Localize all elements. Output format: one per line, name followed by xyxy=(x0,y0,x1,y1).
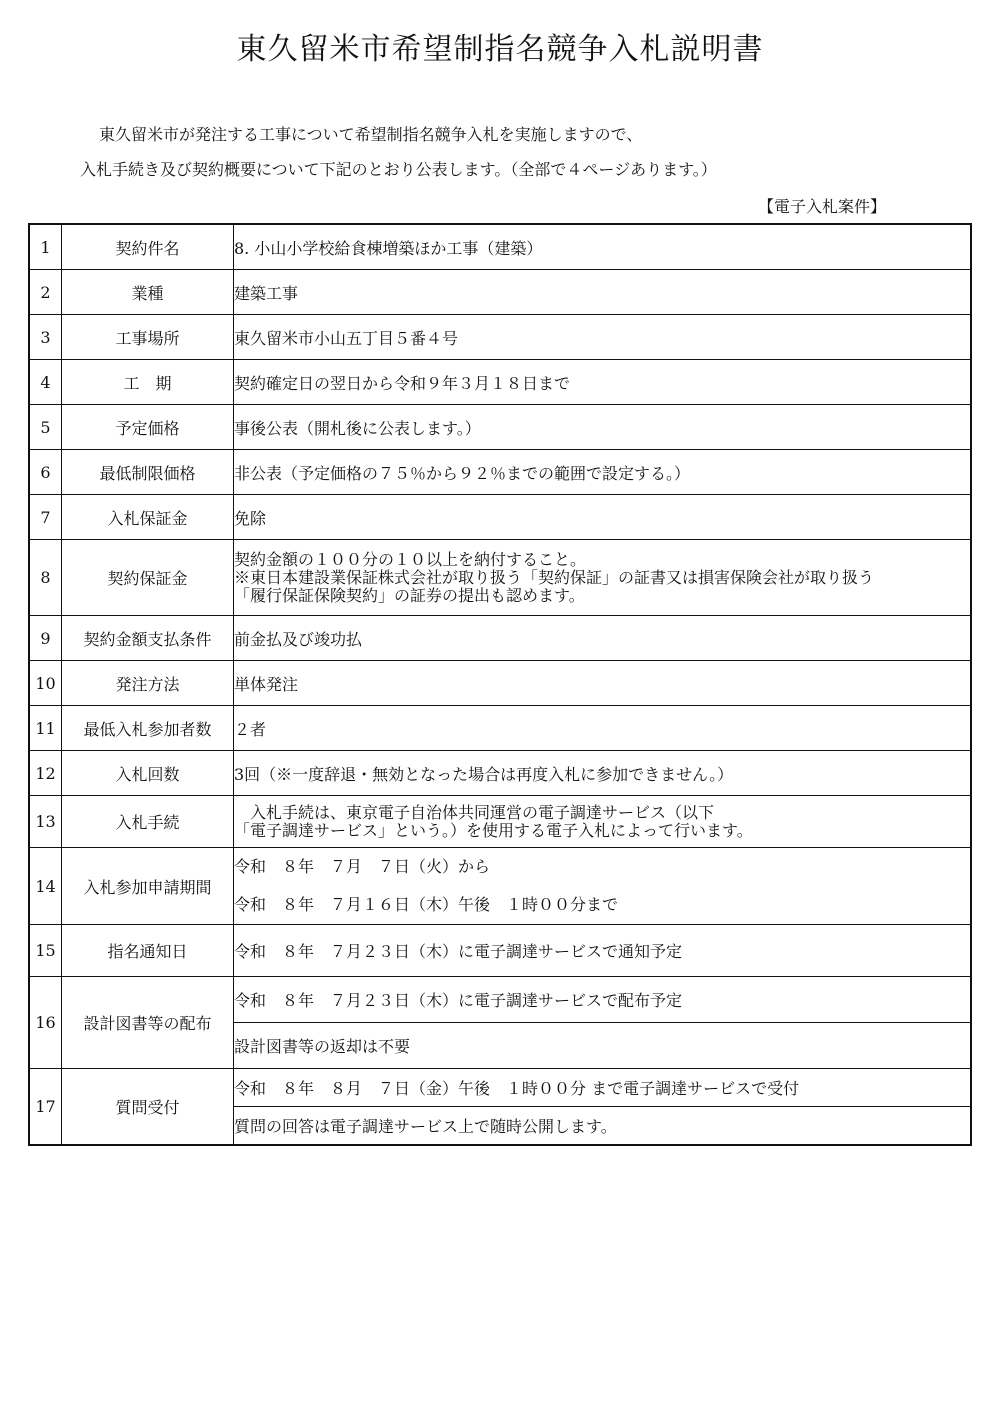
row-value: 建築工事 xyxy=(234,270,972,315)
row-value: 単体発注 xyxy=(234,661,972,706)
value-line: ※東日本建設業保証株式会社が取り扱う「契約保証」の証書又は損害保険会社が取り扱う xyxy=(234,567,875,587)
row-number: 16 xyxy=(29,977,62,1069)
value-line: 令和 ８年 ７月１６日（木）午後 １時００分まで xyxy=(234,895,619,914)
row-number: 4 xyxy=(29,360,62,405)
value-line: 「電子調達サービス」という。）を使用する電子入札によって行います。 xyxy=(234,820,753,840)
row-value: 質問の回答は電子調達サービス上で随時公開します。 xyxy=(234,1107,972,1146)
row-value xyxy=(234,848,972,925)
row-value: 設計図書等の返却は不要 xyxy=(234,1023,972,1069)
table-row xyxy=(29,360,971,405)
row-number: 12 xyxy=(29,751,62,796)
electronic-bid-tag: 【電子入札案件】 xyxy=(758,197,887,216)
row-value: 東久留米市小山五丁目５番４号 xyxy=(234,315,972,360)
table-row xyxy=(29,540,971,616)
row-number: 10 xyxy=(29,661,62,706)
table-row xyxy=(29,450,971,495)
table-row xyxy=(29,796,971,848)
table-row xyxy=(29,925,971,977)
row-label: 入札参加申請期間 xyxy=(62,848,234,925)
row-number: 5 xyxy=(29,405,62,450)
row-number: 11 xyxy=(29,706,62,751)
row-value: 8. 小山小学校給食棟増築ほか工事（建築） xyxy=(234,224,972,270)
bid-info-table xyxy=(28,223,972,1146)
value-line: 令和 ８年 ７月 ７日（火）から xyxy=(234,857,491,876)
row-value: 令和 ８年 ７月２３日（木）に電子調達サービスで通知予定 xyxy=(234,925,972,977)
row-label: 入札保証金 xyxy=(62,495,234,540)
row-value: 前金払及び竣功払 xyxy=(234,616,972,661)
table-row xyxy=(29,405,971,450)
document-title: 東久留米市希望制指名競争入札説明書 xyxy=(236,32,764,67)
table-row xyxy=(29,977,971,1023)
intro-line-2: 入札手続き及び契約概要について下記のとおり公表します。（全部で４ページあります。） xyxy=(80,160,717,179)
row-number: 8 xyxy=(29,540,62,616)
row-value xyxy=(234,540,972,616)
table-row xyxy=(29,616,971,661)
row-value: 免除 xyxy=(234,495,972,540)
row-label: 入札手続 xyxy=(62,796,234,848)
row-label: 工事場所 xyxy=(62,315,234,360)
row-number: 2 xyxy=(29,270,62,315)
row-value: 令和 ８年 ７月２３日（木）に電子調達サービスで配布予定 xyxy=(234,977,972,1023)
value-line: 契約金額の１００分の１０以上を納付すること。 xyxy=(234,549,587,569)
row-label: 設計図書等の配布 xyxy=(62,977,234,1069)
table-row xyxy=(29,848,971,925)
row-number: 17 xyxy=(29,1069,62,1146)
table-row xyxy=(29,495,971,540)
row-value: 事後公表（開札後に公表します。） xyxy=(234,405,972,450)
row-label: 契約金額支払条件 xyxy=(62,616,234,661)
row-label: 質問受付 xyxy=(62,1069,234,1146)
row-number: 15 xyxy=(29,925,62,977)
row-value: 非公表（予定価格の７５％から９２％までの範囲で設定する。） xyxy=(234,450,972,495)
row-value: ２者 xyxy=(234,706,972,751)
row-label: 発注方法 xyxy=(62,661,234,706)
row-label: 入札回数 xyxy=(62,751,234,796)
row-value: 3回（※一度辞退・無効となった場合は再度入札に参加できません。） xyxy=(234,751,972,796)
table-row xyxy=(29,661,971,706)
table-row xyxy=(29,1069,971,1107)
row-number: 6 xyxy=(29,450,62,495)
row-number: 13 xyxy=(29,796,62,848)
row-number: 7 xyxy=(29,495,62,540)
row-number: 1 xyxy=(29,224,62,270)
row-value xyxy=(234,796,972,848)
row-number: 9 xyxy=(29,616,62,661)
row-value: 令和 ８年 ８月 ７日（金）午後 １時００分 まで電子調達サービスで受付 xyxy=(234,1069,972,1107)
row-label: 最低制限価格 xyxy=(62,450,234,495)
table-row xyxy=(29,751,971,796)
table-row xyxy=(29,270,971,315)
table-row xyxy=(29,706,971,751)
row-label: 工 期 xyxy=(62,360,234,405)
row-label: 契約保証金 xyxy=(62,540,234,616)
row-label: 最低入札参加者数 xyxy=(62,706,234,751)
value-line: 入札手続は、東京電子自治体共同運営の電子調達サービス（以下 xyxy=(234,802,715,822)
row-number: 3 xyxy=(29,315,62,360)
row-label: 業種 xyxy=(62,270,234,315)
table-row xyxy=(29,315,971,360)
row-number: 14 xyxy=(29,848,62,925)
row-value: 契約確定日の翌日から令和９年３月１８日まで xyxy=(234,360,972,405)
value-line: 「履行保証保険契約」の証券の提出も認めます。 xyxy=(234,585,585,605)
row-label: 契約件名 xyxy=(62,224,234,270)
table-row xyxy=(29,224,971,270)
row-label: 指名通知日 xyxy=(62,925,234,977)
row-label: 予定価格 xyxy=(62,405,234,450)
intro-line-1: 東久留米市が発注する工事について希望制指名競争入札を実施しますので、 xyxy=(99,125,643,144)
